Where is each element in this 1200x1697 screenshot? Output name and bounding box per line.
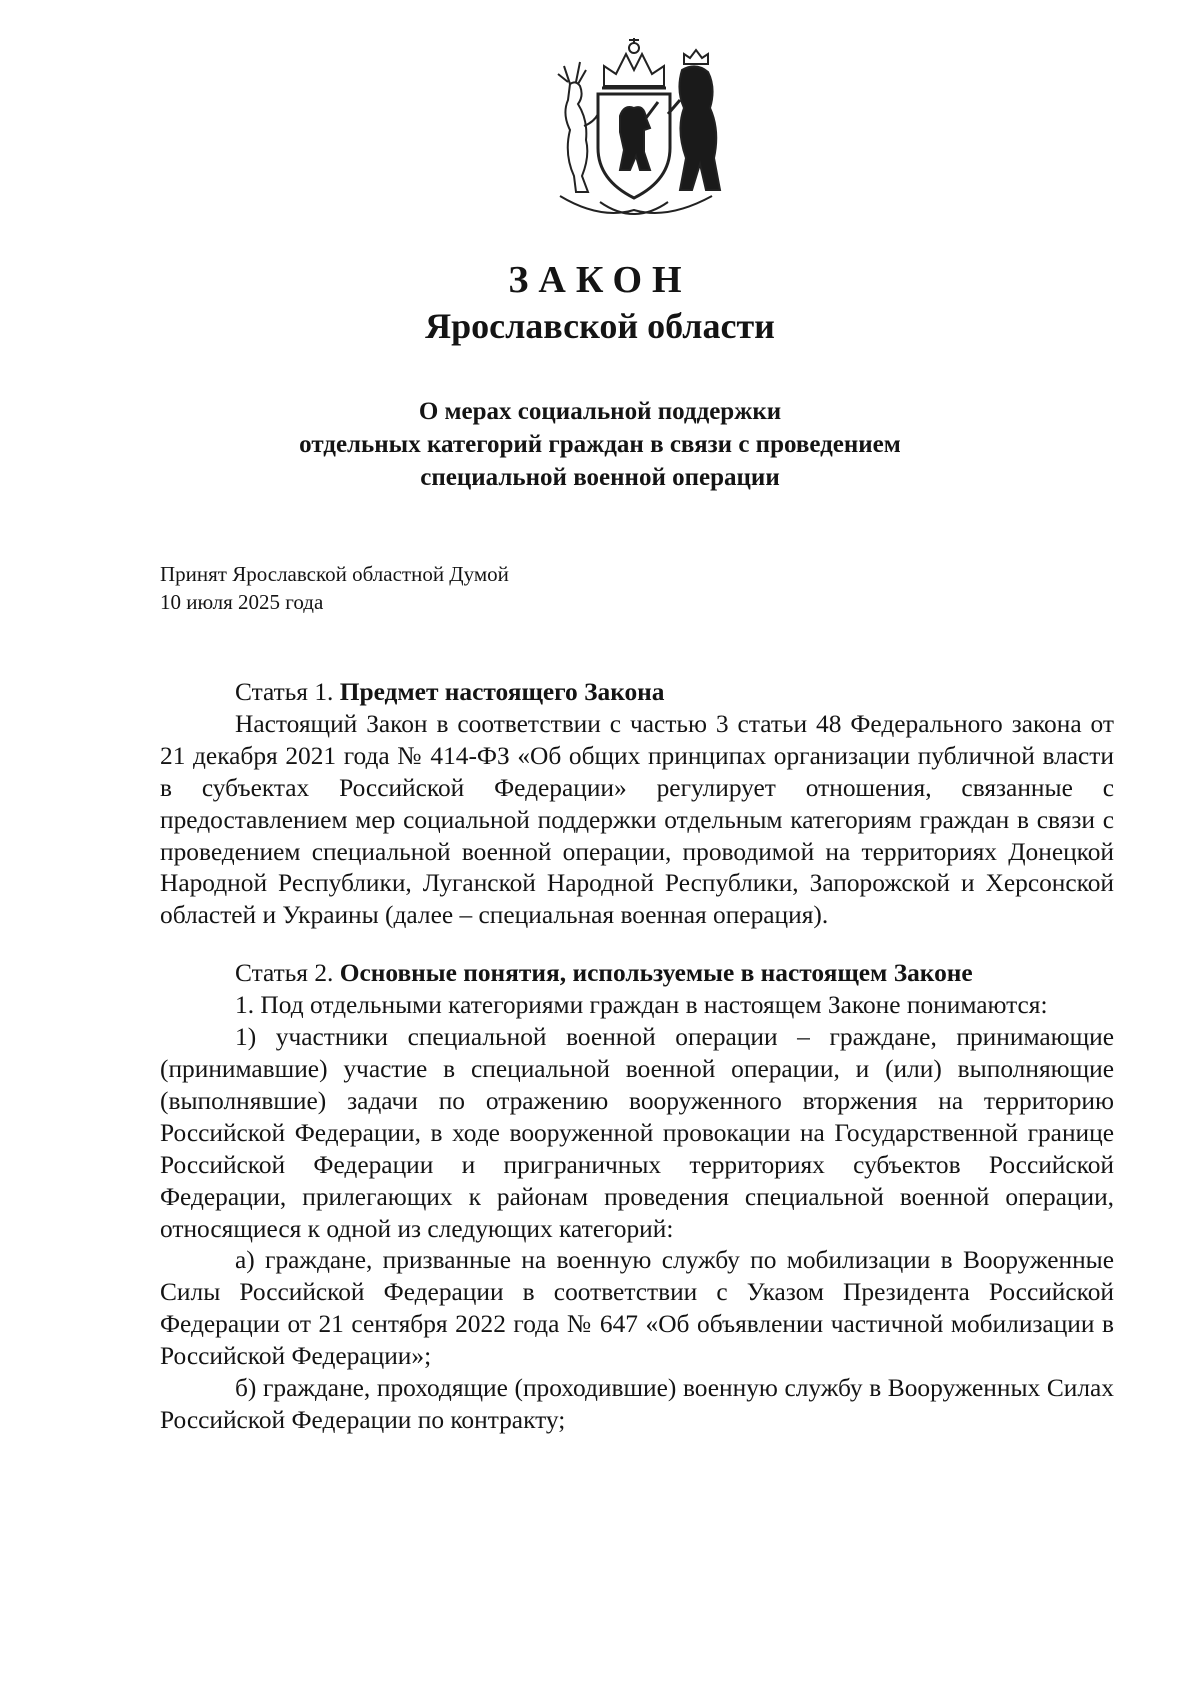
law-body — [160, 677, 1114, 1437]
subject-line: отдельных категорий граждан в связи с проведением — [299, 431, 901, 458]
article-paragraph: 1. Под отдельными категориями граждан в настоящем Законе понимаются: — [235, 991, 1048, 1020]
region-title: Ярославской области — [425, 306, 775, 346]
law-subject — [0, 395, 1200, 494]
adoption-body: Принят Ярославской областной Думой — [160, 562, 509, 586]
law-title: ЗАКОН — [508, 259, 692, 301]
article-paragraph: 1) участники специальной военной операции – граждане, принимающие (принимавшие) участие в специальной военной операции, и (или) выполняющие (выполнявшие) задачи по отражению вооруженного вторжения на территорию Российской Федерации, в ходе вооруженной провокации на Государственной границе Российской Федерации и приграничных территориях субъектов Российской Федерации, прилегающих к районам проведения специальной военной операции, относящиеся к одной из следующих категорий: — [160, 1023, 1114, 1243]
subject-line: специальной военной операции — [420, 464, 780, 491]
article-number: Статья 1. — [235, 678, 334, 706]
subject-line: О мерах социальной поддержки — [418, 398, 782, 425]
article-paragraph: а) граждане, призванные на военную службу по мобилизации в Вооруженные Силы Российской Федерации в соответствии с Указом Президента Российской Федерации от 21 сентября 2022 года № 647 «Об объявлении частичной мобилизации в Российской Федерации»; — [160, 1246, 1114, 1371]
article-title: Основные понятия, используемые в настоящем Законе — [339, 959, 973, 988]
article-heading — [160, 677, 1114, 709]
article-paragraph: Настоящий Закон в соответствии с частью 3 статьи 48 Федерального закона от 21 декабря 2021 года № 414-ФЗ «Об общих принципах организации публичной власти в субъектах Российской Федерации» регулирует отношения, связанные с предоставлением мер социальной поддержки отдельным категориям граждан в связи с проведением специальной военной операции, проводимой на территориях Донецкой Народной Республики, Луганской Народной Республики, Запорожской и Херсонской областей и Украины (далее – специальная военная операция). — [160, 709, 1114, 930]
adoption-note — [160, 560, 509, 616]
article-paragraph: б) граждане, проходящие (проходившие) военную службу в Вооруженных Силах Российской Федерации по контракту; — [160, 1374, 1114, 1434]
coat-of-arms-yaroslavl-icon — [540, 30, 728, 228]
adoption-date: 10 июля 2025 года — [160, 590, 324, 614]
article-number: Статья 2. — [235, 959, 334, 988]
article-title: Предмет настоящего Закона — [339, 678, 665, 706]
article-heading — [160, 958, 1114, 990]
